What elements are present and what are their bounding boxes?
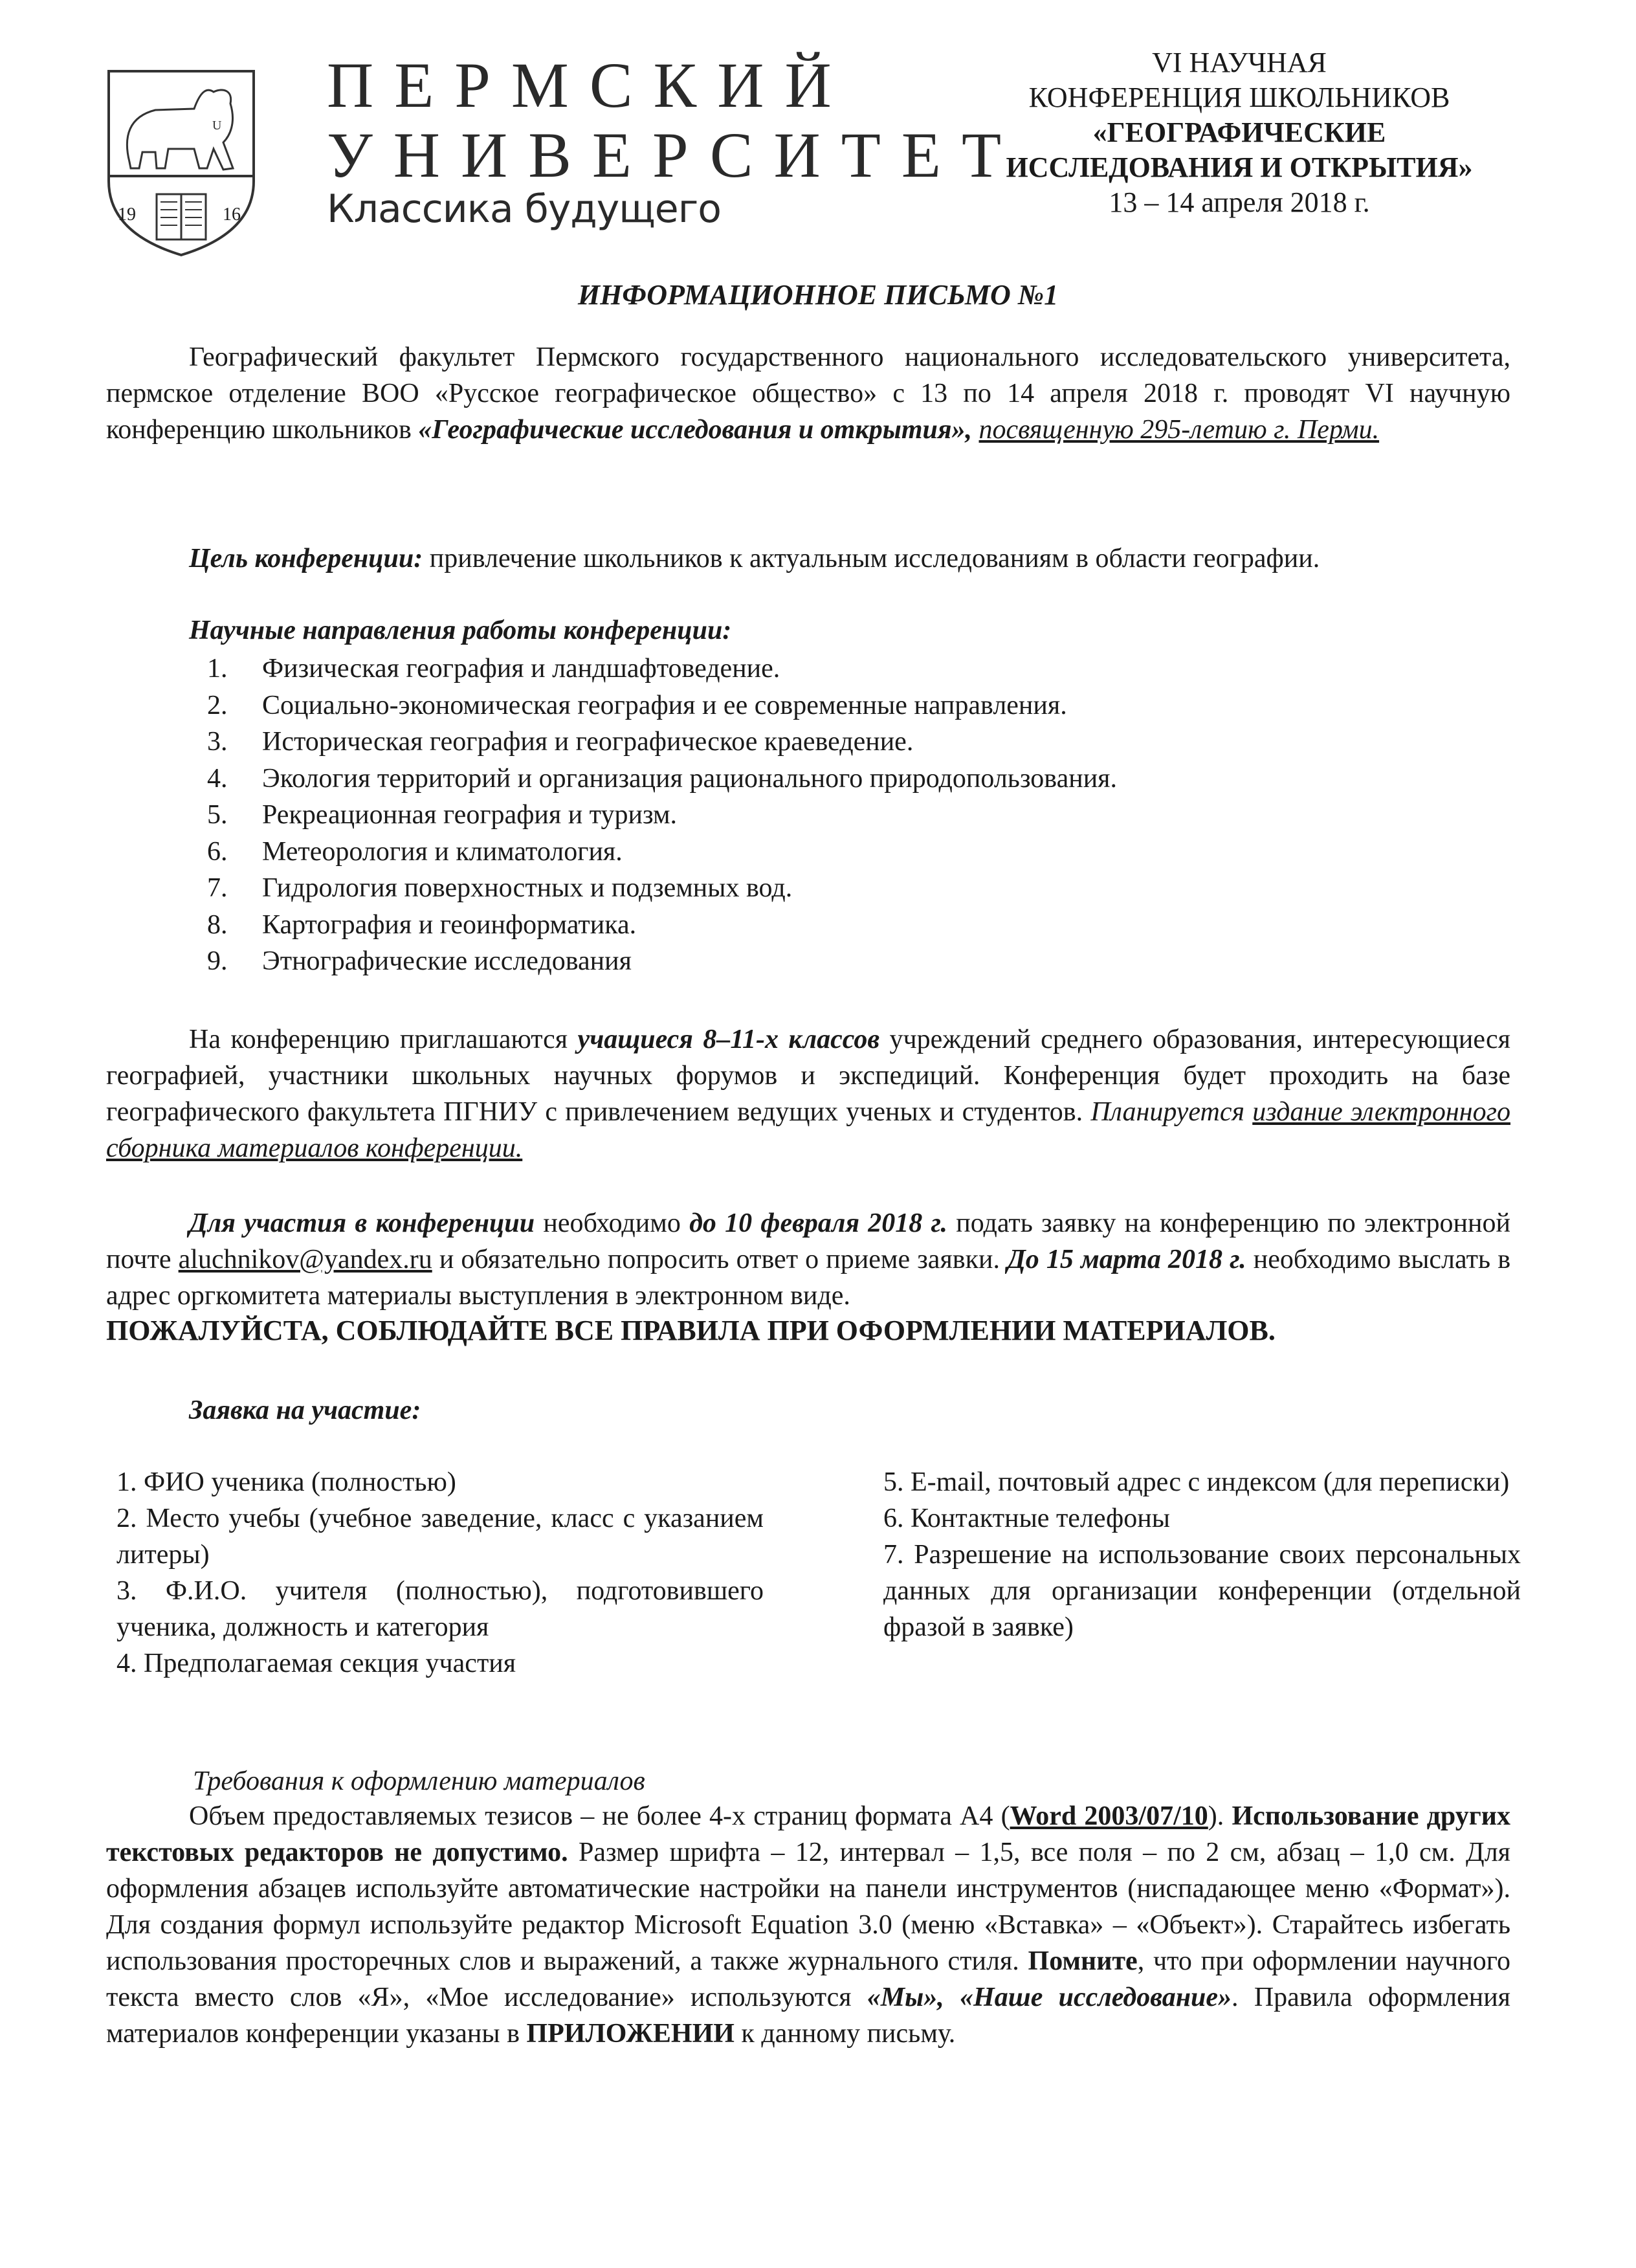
university-name-line1: ПЕРМСКИЙ [327, 49, 852, 121]
application-deadline: до 10 февраля 2018 г. [689, 1208, 947, 1238]
list-item: 2. Социально-экономическая география и ее современные направления. [207, 690, 1067, 720]
materials-deadline: До 15 марта 2018 г. [1007, 1245, 1246, 1274]
form-field-item: 3. Ф.И.О. учителя (полностью), подготовившего ученика, должность и категория [116, 1576, 764, 1642]
form-field-item: 4. Предполагаемая секция участия [116, 1649, 516, 1678]
bear-book-crest-icon [104, 65, 259, 259]
requirements-heading: Требования к оформлению материалов [193, 1766, 645, 1796]
letter-title: ИНФОРМАЦИОННОЕ ПИСЬМО №1 [577, 279, 1059, 311]
intro-paragraph [106, 339, 1510, 448]
appendix-reference: ПРИЛОЖЕНИИ [526, 2019, 735, 2049]
university-motto: Классика будущего [327, 186, 721, 232]
goal-text: привлечение школьников к актуальным исследованиям в области географии. [423, 544, 1320, 573]
proceedings-note: издание электронного сборника материалов конференции. [106, 1097, 1510, 1163]
university-name-line2: УНИВЕРСИТЕТ [327, 119, 1022, 191]
conference-header-line4: ИССЛЕДОВАНИЯ И ОТКРЫТИЯ» [1006, 151, 1473, 183]
contact-email-link[interactable]: aluchnikov@yandex.ru [178, 1245, 432, 1274]
goal-label: Цель конференции: [189, 544, 423, 573]
participants-paragraph: На конференцию приглашаются учащиеся 8–11-х классов учреждений среднего образования, интересующиеся географией, участники школьных научных форумов и экспедиций. Конференция будет проходить на базе географического факультета ПГНИУ с привлечением ведущих ученых и студентов. Планируется издание электронного сборника материалов конференции. [106, 1025, 1511, 1163]
intro-dedication: посвященную 295-летию г. Перми. [978, 415, 1380, 445]
form-field-item: 5. E-mail, почтовый адрес с индексом (для переписки) [883, 1467, 1510, 1497]
form-field-item: 2. Место учебы (учебное заведение, класс с указанием литеры) [116, 1504, 764, 1570]
conference-dates: 13 – 14 апреля 2018 г. [1109, 186, 1370, 218]
word-version: Word 2003/07/10 [1010, 1801, 1208, 1831]
formatting-warning: ПОЖАЛУЙСТА, СОБЛЮДАЙТЕ ВСЕ ПРАВИЛА ПРИ ОФОРМЛЕНИИ МАТЕРИАЛОВ. [106, 1315, 1276, 1346]
conference-header-line3: «ГЕОГРАФИЧЕСКИЕ [1092, 117, 1386, 148]
svg-text:U: U [212, 118, 222, 133]
conference-header-line1: VI НАУЧНАЯ [1152, 47, 1327, 78]
conference-header-line2: КОНФЕРЕНЦИЯ ШКОЛЬНИКОВ [1028, 82, 1450, 113]
form-heading: Заявка на участие: [189, 1395, 421, 1425]
conference-header [938, 45, 1540, 220]
list-item: 9. Этнографические исследования [207, 946, 632, 976]
participants-audience: учащиеся 8–11-х классов [577, 1025, 880, 1054]
university-crest-logo [104, 65, 259, 259]
intro-conference-name: «Географические исследования и открытия», [418, 415, 973, 445]
list-item: 3. Историческая география и географическое краеведение. [207, 727, 914, 757]
list-item: 5. Рекреационная география и туризм. [207, 800, 678, 830]
form-fields-right [883, 1464, 1521, 1645]
crest-year-right: 16 [223, 205, 241, 225]
list-item: 8. Картография и геоинформатика. [207, 909, 637, 940]
intro-text: Географический факультет Пермского государственного национального исследовательского университета, пермское отделение ВОО «Русское географическое общество» с 13 по 14 апреля 2018 г. проводят VI научную конференцию школьников [106, 342, 1510, 445]
form-field-item: 7. Разрешение на использование своих персональных данных для организации конференции (отдельной фразой в заявке) [883, 1540, 1521, 1642]
directions-list [207, 650, 1117, 980]
directions-heading: Научные направления работы конференции: [189, 616, 732, 645]
university-name [327, 50, 1022, 190]
form-field-item: 6. Контактные телефоны [883, 1504, 1170, 1533]
goal-paragraph [106, 540, 1510, 577]
crest-year-left: 19 [118, 205, 136, 225]
list-item: 6. Метеорология и климатология. [207, 836, 623, 867]
form-field-item: 1. ФИО ученика (полностью) [116, 1467, 456, 1497]
list-item: 7. Гидрология поверхностных и подземных вод. [207, 873, 793, 903]
application-paragraph: Для участия в конференции необходимо до 10 февраля 2018 г. подать заявку на конференцию по электронной почте aluchnikov@yandex.ru и обязательно попросить ответ о приеме заявки. До 15 марта 2018 г. необходимо выслать в адрес оргкомитета материалы выступления в электронном виде. [106, 1208, 1511, 1311]
list-item: 4. Экология территорий и организация рационального природопользования. [207, 763, 1117, 794]
requirements-paragraph: Объем предоставляемых тезисов – не более 4-х страниц формата А4 (Word 2003/07/10). Использование других текстовых редакторов не допустимо. Размер шрифта – 12, интервал – 1,5, все поля – по 2 см, абзац – 1,0 см. Для оформления абзацев используйте автоматические настройки на панели инструментов (ниспадающее меню «Формат»). Для создания формул используйте редактор Microsoft Equation 3.0 (меню «Вставка» – «Объект»). Старайтесь избегать использования просторечных слов и выражений, а также журнального стиля. Помните, что при оформлении научного текста вместо слов «Я», «Мое исследование» используются «Мы», «Наше исследование». Правила оформления материалов конференции указаны в ПРИЛОЖЕНИИ к данному письму. [106, 1801, 1510, 2049]
list-item: 1. Физическая география и ландшафтоведение. [207, 654, 780, 684]
form-fields-left [116, 1464, 764, 1682]
